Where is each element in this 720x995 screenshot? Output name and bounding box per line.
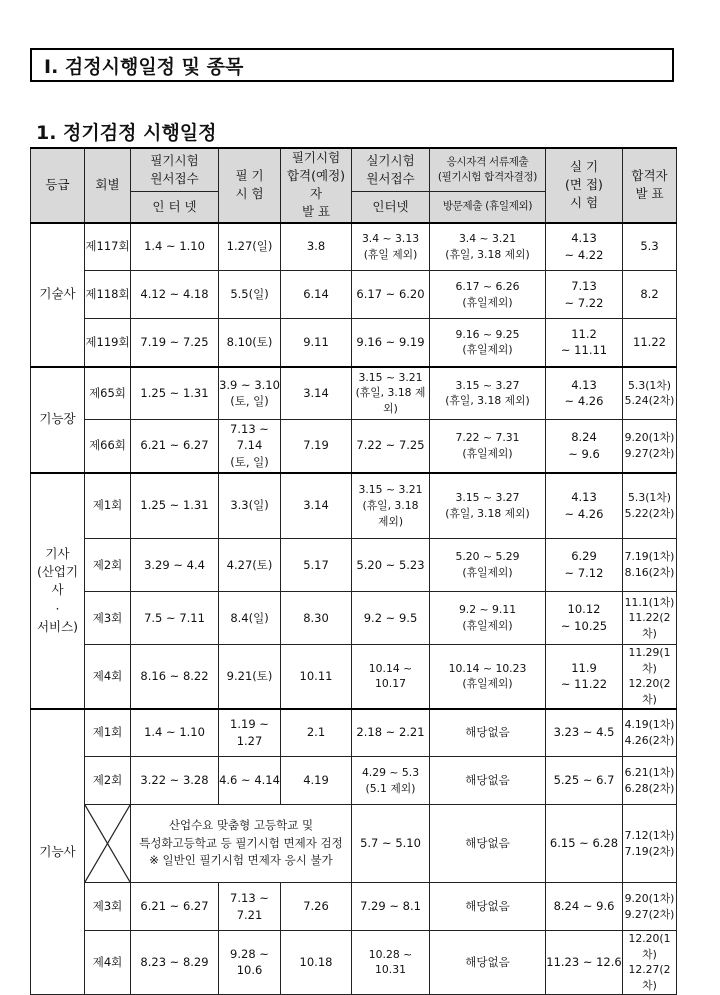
written-exam-cell: 9.21(토) [219,645,281,709]
schedule-body [31,223,677,995]
round-cell: 제1회 [85,473,131,539]
written-exam-cell: 3.3(일) [219,473,281,539]
written-exam-cell: 4.27(토) [219,539,281,592]
header-document-submission: 응시자격 서류제출 (필기시험 합격자결정) [430,148,546,192]
written-result-cell: 9.11 [281,319,352,367]
exemption-note: 산업수요 맞춤형 고등학교 및 특성화고등학교 등 필기시험 면제자 검정 ※ 일반인 필기시험 면제자 응시 불가 [131,805,352,883]
round-cell: 제119회 [85,319,131,367]
written-application-cell: 8.16 ~ 8.22 [131,645,219,709]
practical-application-cell: 2.18 ~ 2.21 [352,709,430,757]
practical-exam-cell: 4.13 ~ 4.22 [546,223,623,271]
header-document-submission-sub: 방문제출 (휴일제외) [430,192,546,223]
practical-exam-cell: 8.24 ~ 9.6 [546,420,623,473]
final-result-cell: 12.20(1차) 12.27(2차) [623,931,677,995]
practical-application-cell: 10.28 ~ 10.31 [352,931,430,995]
practical-exam-cell: 11.23 ~ 12.6 [546,931,623,995]
final-result-cell: 9.20(1차) 9.27(2차) [623,420,677,473]
document-submission-cell: 해당없음 [430,709,546,757]
practical-application-cell: 5.20 ~ 5.23 [352,539,430,592]
practical-application-cell: 6.17 ~ 6.20 [352,271,430,319]
practical-exam-cell: 11.2 ~ 11.11 [546,319,623,367]
round-cell: 제65회 [85,367,131,420]
written-result-cell: 4.19 [281,757,352,805]
written-exam-cell: 5.5(일) [219,271,281,319]
table-row [31,931,677,995]
final-result-cell: 4.19(1차) 4.26(2차) [623,709,677,757]
table-row [31,223,677,271]
table-row [31,805,677,883]
round-cell: 제66회 [85,420,131,473]
table-row [31,592,677,645]
cross-mark-icon [85,805,130,882]
final-result-cell: 6.21(1차) 6.28(2차) [623,757,677,805]
practical-exam-cell: 6.29 ~ 7.12 [546,539,623,592]
document-submission-cell: 6.17 ~ 6.26 (휴일제외) [430,271,546,319]
written-application-cell: 1.25 ~ 1.31 [131,367,219,420]
round-cell: 제117회 [85,223,131,271]
final-result-cell: 7.19(1차) 8.16(2차) [623,539,677,592]
written-exam-cell: 1.19 ~ 1.27 [219,709,281,757]
document-submission-cell: 해당없음 [430,757,546,805]
written-application-cell: 7.5 ~ 7.11 [131,592,219,645]
written-exam-cell: 9.28 ~ 10.6 [219,931,281,995]
header-written-application: 필기시험 원서접수 [131,148,219,192]
written-exam-cell: 1.27(일) [219,223,281,271]
written-result-cell: 7.26 [281,883,352,931]
practical-application-cell: 3.15 ~ 3.21 (휴일, 3.18 제외) [352,367,430,420]
final-result-cell: 5.3(1차) 5.22(2차) [623,473,677,539]
practical-exam-cell: 3.23 ~ 4.5 [546,709,623,757]
practical-application-cell: 7.29 ~ 8.1 [352,883,430,931]
practical-exam-cell: 6.15 ~ 6.28 [546,805,623,883]
header-written-result: 필기시험 합격(예정)자 발 표 [281,148,352,223]
final-result-cell: 11.22 [623,319,677,367]
section-title: Ⅰ. 검정시행일정 및 종목 [30,48,674,82]
practical-exam-cell: 10.12 ~ 10.25 [546,592,623,645]
written-result-cell: 10.18 [281,931,352,995]
header-grade: 등급 [31,148,85,223]
table-row [31,319,677,367]
round-cell: 제3회 [85,592,131,645]
practical-application-cell: 10.14 ~ 10.17 [352,645,430,709]
practical-application-cell: 3.4 ~ 3.13 (휴일 제외) [352,223,430,271]
written-application-cell: 6.21 ~ 6.27 [131,883,219,931]
written-exam-cell: 7.13 ~ 7.21 [219,883,281,931]
document-submission-cell: 5.20 ~ 5.29 (휴일제외) [430,539,546,592]
written-application-cell: 8.23 ~ 8.29 [131,931,219,995]
header-practical-application: 실기시험 원서접수 [352,148,430,192]
written-result-cell: 3.14 [281,367,352,420]
header-round: 회별 [85,148,131,223]
grade-cell: 기능장 [31,367,85,473]
grade-cell: 기사 (산업기사 · 서비스) [31,473,85,709]
table-row [31,367,677,420]
final-result-cell: 9.20(1차) 9.27(2차) [623,883,677,931]
round-cell: 제2회 [85,757,131,805]
header-written-exam: 필 기 시 험 [219,148,281,223]
grade-cell: 기능사 [31,709,85,995]
table-row [31,883,677,931]
final-result-cell: 7.12(1차) 7.19(2차) [623,805,677,883]
document-submission-cell: 3.15 ~ 3.27 (휴일, 3.18 제외) [430,473,546,539]
written-result-cell: 3.8 [281,223,352,271]
table-row [31,757,677,805]
round-cell: 제3회 [85,883,131,931]
written-result-cell: 6.14 [281,271,352,319]
document-submission-cell: 7.22 ~ 7.31 (휴일제외) [430,420,546,473]
practical-application-cell: 4.29 ~ 5.3 (5.1 제외) [352,757,430,805]
document-submission-cell: 해당없음 [430,805,546,883]
round-cell: 제2회 [85,539,131,592]
written-result-cell: 3.14 [281,473,352,539]
table-row [31,539,677,592]
header-final-result: 합격자 발 표 [623,148,677,223]
document-submission-cell: 3.15 ~ 3.27 (휴일, 3.18 제외) [430,367,546,420]
table-row [31,271,677,319]
table-row [31,709,677,757]
practical-application-cell: 7.22 ~ 7.25 [352,420,430,473]
header-practical-exam: 실 기 (면 접) 시 험 [546,148,623,223]
practical-application-cell: 3.15 ~ 3.21 (휴일, 3.18 제외) [352,473,430,539]
document-submission-cell: 3.4 ~ 3.21 (휴일, 3.18 제외) [430,223,546,271]
written-exam-cell: 8.10(토) [219,319,281,367]
written-result-cell: 7.19 [281,420,352,473]
written-result-cell: 10.11 [281,645,352,709]
table-row [31,645,677,709]
document-submission-cell: 해당없음 [430,931,546,995]
practical-application-cell: 5.7 ~ 5.10 [352,805,430,883]
schedule-table [30,147,677,995]
written-application-cell: 1.25 ~ 1.31 [131,473,219,539]
round-cell: 제4회 [85,931,131,995]
header-practical-application-sub: 인터넷 [352,192,430,223]
round-cell: 제1회 [85,709,131,757]
final-result-cell: 8.2 [623,271,677,319]
header-written-application-sub: 인 터 넷 [131,192,219,223]
table-row [31,473,677,539]
practical-exam-cell: 5.25 ~ 6.7 [546,757,623,805]
final-result-cell: 11.1(1차) 11.22(2차) [623,592,677,645]
written-result-cell: 5.17 [281,539,352,592]
document-submission-cell: 9.2 ~ 9.11 (휴일제외) [430,592,546,645]
written-application-cell: 1.4 ~ 1.10 [131,223,219,271]
written-exam-cell: 3.9 ~ 3.10 (토, 일) [219,367,281,420]
final-result-cell: 5.3 [623,223,677,271]
document-submission-cell: 10.14 ~ 10.23 (휴일제외) [430,645,546,709]
practical-exam-cell: 4.13 ~ 4.26 [546,367,623,420]
round-cell: 제118회 [85,271,131,319]
written-application-cell: 1.4 ~ 1.10 [131,709,219,757]
written-exam-cell: 8.4(일) [219,592,281,645]
practical-application-cell: 9.16 ~ 9.19 [352,319,430,367]
grade-cell: 기술사 [31,223,85,367]
practical-exam-cell: 7.13 ~ 7.22 [546,271,623,319]
practical-application-cell: 9.2 ~ 9.5 [352,592,430,645]
table-row [31,420,677,473]
final-result-cell: 5.3(1차) 5.24(2차) [623,367,677,420]
practical-exam-cell: 8.24 ~ 9.6 [546,883,623,931]
practical-exam-cell: 4.13 ~ 4.26 [546,473,623,539]
written-application-cell: 4.12 ~ 4.18 [131,271,219,319]
written-application-cell: 7.19 ~ 7.25 [131,319,219,367]
final-result-cell: 11.29(1차) 12.20(2차) [623,645,677,709]
document-submission-cell: 해당없음 [430,883,546,931]
practical-exam-cell: 11.9 ~ 11.22 [546,645,623,709]
written-application-cell: 6.21 ~ 6.27 [131,420,219,473]
document-submission-cell: 9.16 ~ 9.25 (휴일제외) [430,319,546,367]
written-application-cell: 3.22 ~ 3.28 [131,757,219,805]
written-application-cell: 3.29 ~ 4.4 [131,539,219,592]
written-exam-cell: 7.13 ~ 7.14 (토, 일) [219,420,281,473]
subtitle: 1. 정기검정 시행일정 [36,122,217,144]
round-cell: 제4회 [85,645,131,709]
written-result-cell: 8.30 [281,592,352,645]
written-exam-cell: 4.6 ~ 4.14 [219,757,281,805]
written-result-cell: 2.1 [281,709,352,757]
crossed-out-cell [85,805,131,883]
